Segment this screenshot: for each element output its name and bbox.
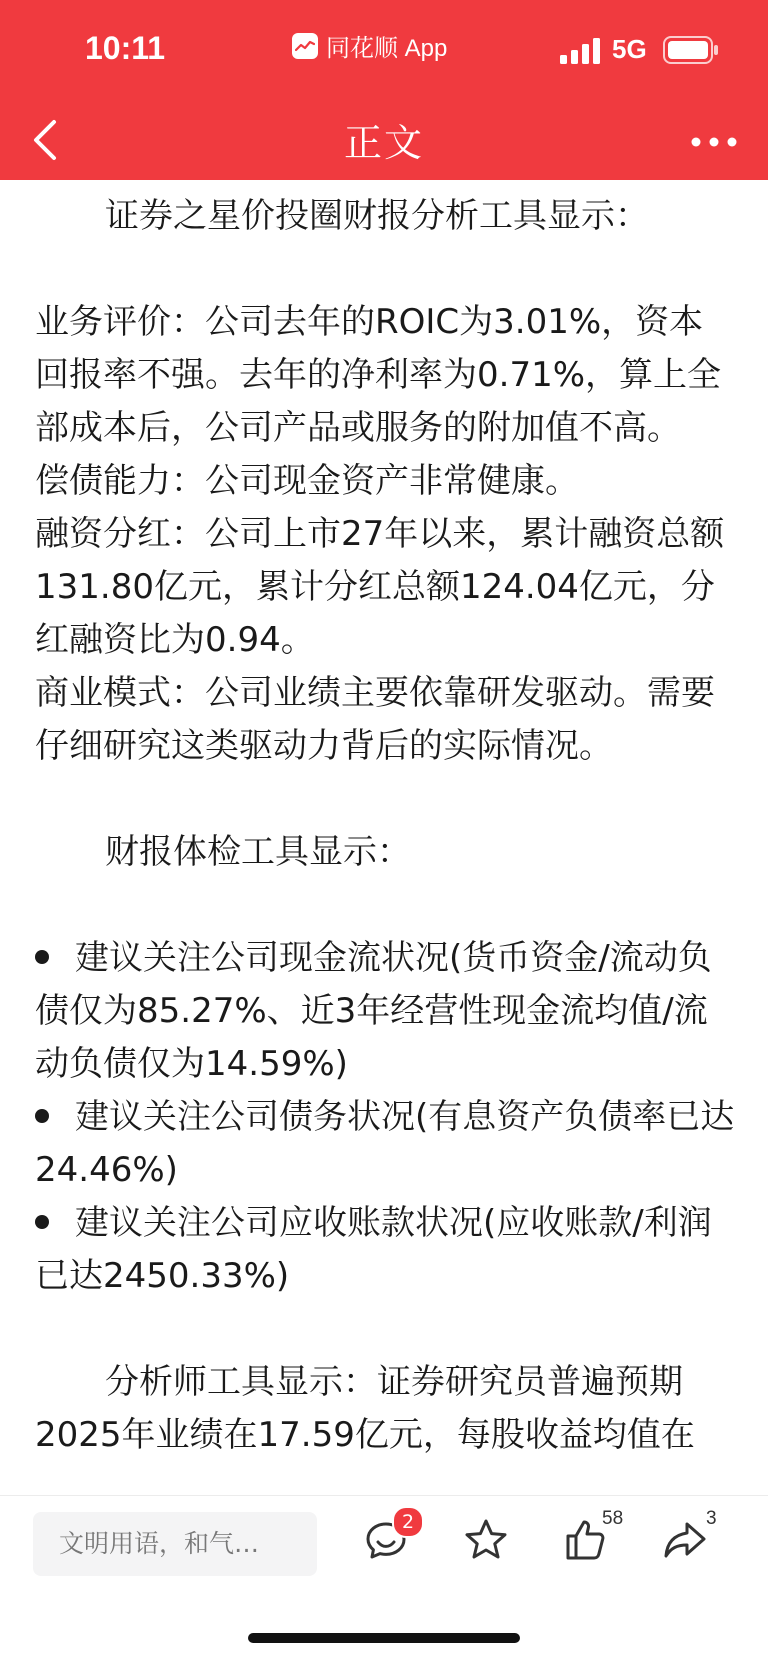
financing-dividend-paragraph: 融资分红：公司上市27年以来，累计融资总额131.80亿元，累计分红总额124.04亿元，分红融资比为0.94。 <box>35 514 725 660</box>
business-model-paragraph: 商业模式：公司业绩主要依靠研发驱动。需要仔细研究这类驱动力背后的实际情况。 <box>35 673 715 766</box>
like-button[interactable] <box>562 1508 624 1576</box>
status-bar <box>0 0 768 100</box>
like-count: 58 <box>602 1508 624 1529</box>
comment-count-badge: 2 <box>392 1506 424 1538</box>
share-count: 3 <box>706 1508 717 1529</box>
star-icon <box>462 1516 510 1564</box>
bullet-icon <box>35 1215 49 1229</box>
article-body <box>35 180 735 1495</box>
share-button[interactable] <box>660 1508 720 1576</box>
page-title: 正文 <box>343 121 424 165</box>
nav-bar <box>0 100 768 180</box>
status-time: 10:11 <box>85 30 166 66</box>
app-name: 同花顺 App <box>326 35 448 62</box>
intro-tool-paragraph: 证券之星价投圈财报分析工具显示： <box>105 196 649 236</box>
share-icon <box>660 1516 708 1564</box>
battery-icon <box>663 36 719 64</box>
more-options-icon[interactable] <box>686 124 742 160</box>
business-evaluation-paragraph: 业务评价：公司去年的ROIC为3.01%，资本回报率不强。去年的净利率为0.71%，算上全部成本后，公司产品或服务的附加值不高。 <box>35 302 722 448</box>
header <box>0 0 768 180</box>
health-check-intro: 财报体检工具显示： <box>105 832 411 872</box>
solvency-paragraph: 偿债能力：公司现金资产非常健康。 <box>35 461 579 501</box>
comment-button[interactable] <box>362 1511 422 1576</box>
network-type: 5G <box>612 34 647 64</box>
bullet-icon <box>35 1109 49 1123</box>
list-item: 建议关注公司应收账款状况(应收账款/利润已达2450.33%) <box>35 1203 712 1296</box>
home-indicator[interactable] <box>248 1633 520 1643</box>
bottom-action-bar <box>0 1495 768 1664</box>
app-logo-icon <box>292 33 318 59</box>
comment-input[interactable]: 文明用语，和气… <box>33 1512 317 1576</box>
bullet-icon <box>35 950 49 964</box>
list-item: 建议关注公司现金流状况(货币资金/流动负债仅为85.27%、近3年经营性现金流均值/流动负债仅为14.59%) <box>35 938 712 1084</box>
list-item: 建议关注公司债务状况(有息资产负债率已达24.46%) <box>35 1097 735 1190</box>
analyst-tool-paragraph: 分析师工具显示：证券研究员普遍预期2025年业绩在17.59亿元，每股收益均值在 <box>35 1362 695 1455</box>
app-indicator[interactable] <box>292 28 447 63</box>
signal-icon <box>560 38 602 64</box>
favorite-button[interactable] <box>462 1516 522 1576</box>
